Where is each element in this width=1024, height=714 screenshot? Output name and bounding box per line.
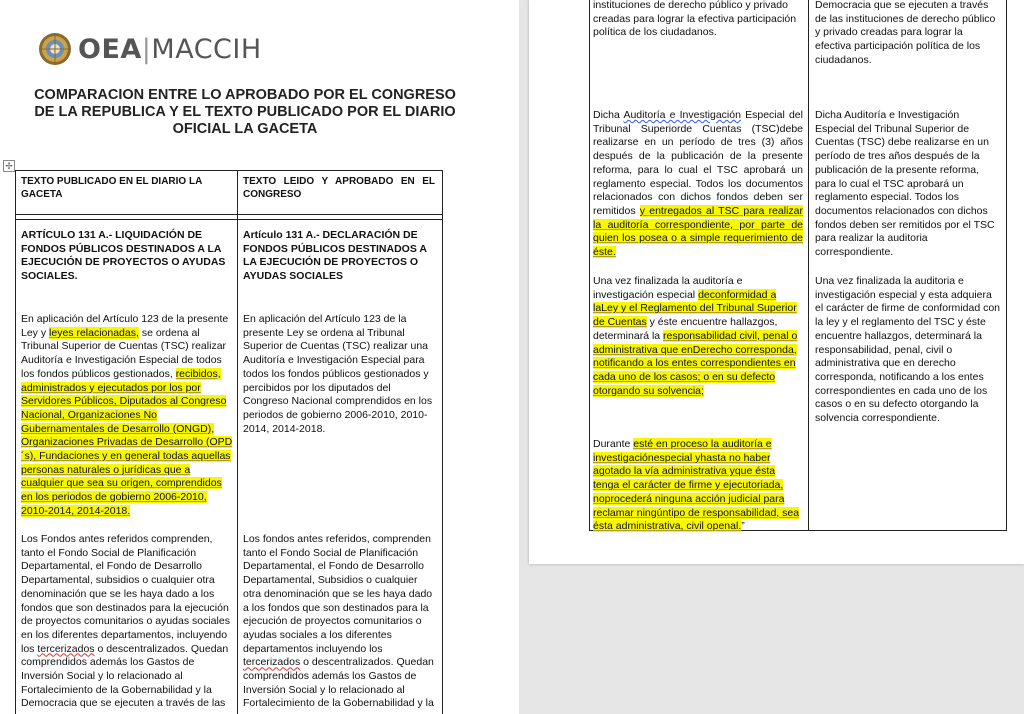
right-col2-paragraph-1: Dicha Auditoría e Investigación Especial del Tribunal Superior de Cuentas (TSC) debe realizarse en un período de tres años después de la publicación de la presente reforma, para lo cual el TSC aprobará un reglamento especial. Todos los documentos relacionados con dichos fondos deben ser remitidos por el TSC para realizar la auditoria correspondiente. [815, 109, 995, 259]
document-title: COMPARACION ENTRE LO APROBADO POR EL CONGRESO DE LA REPUBLICA Y EL TEXTO PUBLICADO POR EL DIARIO OFICIAL LA GACETA [34, 87, 456, 137]
comparison-table [15, 170, 443, 714]
logo [38, 30, 262, 68]
page-gutter [519, 0, 529, 714]
col1-paragraph-2: Los Fondos antes referidos comprenden, tanto el Fondo Social de Planificación Departamental, el Fondo de Desarrollo Departamental, subsidios o cualquier otra denominación que se les haya dado a los fondos que son destinados para la ejecución de proyectos comunitarios o ayudas sociales en los diferentes departamentos, incluyendo los tercerizados o descentralizados. Quedan comprendidos además los Gastos de Inversión Social y lo relacionado al Fortalecimiento de la Gobernabilidad y la Democracia que se ejecuten a través de las [21, 533, 230, 710]
right-col2-paragraph-2: Una vez finalizada la auditoria e investigación especial y esta adquiera el carácter de firme de conformidad con la ley y el reglamento del TSC y éste encuentre hallazgos, determinará la responsabilidad, penal, civil o administrativa que en derecho corresponda, notificando a los entes correspondientes en cada uno de los casos o en su defecto otorgando la solvencia correspondiente. [815, 275, 1001, 425]
col2-article-title: Artículo 131 A.- DECLARACIÓN DE FONDOS PÚBLICOS DESTINADOS A LA EJECUCIÓN DE PROYECTOS O AYUDAS SOCIALES [243, 229, 427, 282]
right-col1-paragraph-3: Durante esté en proceso la auditoría e investigaciónespecial yhasta no haber agotado la vía administrativa yque ésta tenga el carácter de firme y ejecutoriada, noprocederá ninguna acción judicial para reclamar ningúntipo de responsabilidad, sea ésta administrativa, civil openal.” [593, 438, 800, 533]
col1-article-title: ARTÍCULO 131 A.- LIQUIDACIÓN DE FONDOS PÚBLICOS DESTINADOS A LA EJECUCIÓN DE PROYECTOS O AYUDAS SOCIALES. [21, 229, 226, 282]
document-page-right [529, 0, 1024, 564]
col2-paragraph-1: En aplicación del Artículo 123 de la presente Ley se ordena al Tribunal Superior de Cuentas (TSC) realizar una Auditoría e Investigación Especial para todos los fondos públicos gestionados y percibidos por los diputados del Congreso Nacional comprendidos en los periodos de gobierno 2006-2010, 2010-2014, 2014-2018. [243, 313, 433, 435]
table-move-handle-icon[interactable]: ✢ [3, 160, 15, 172]
right-col1-paragraph-1: Dicha Auditoría e Investigación Especial del Tribunal Superiorde Cuentas (TSC)debe realizarse en un período de tres (3) años después de la publicación de la presente reforma, para lo cual el TSC aprobará un reglamento especial. Todos los documentos relacionados con dichos fondos deben ser remitidos y entregados al TSC para realizar la auditoría correspondiente, por parte de quien los posea o a simple requerimiento de éste. [593, 109, 803, 259]
right-col1-paragraph-0: instituciones de derecho público y privado creadas para lograr la efectiva participación política de los ciudadanos. [593, 0, 797, 39]
logo-text: OEA|MACCIH [78, 33, 262, 65]
oas-seal-icon [38, 32, 72, 66]
right-col1-paragraph-2: Una vez finalizada la auditoría e investigación especial deconformidad a laLey y el Reglamento del Tribunal Superior de Cuentas y éste encuentre hallazgos, determinará la responsabilidad civil, penal o administrativa que enDerecho corresponda, notificando a los entes correspondientes en cada uno de los casos; o en su defecto otorgando su solvencia; [593, 275, 798, 397]
col1-paragraph-1: En aplicación del Artículo 123 de la presente Ley y leyes relacionadas, se ordena al Tribunal Superior de Cuentas (TSC) realizar Auditoría e Investigación Especial de todos los fondos públicos gestionados, recibidos, administrados y ejecutados por los por Servidores Públicos, Diputados al Congreso Nacional, Organizaciones No Gubernamentales de Desarrollo (ONGD), Organizaciones Privadas de Desarrollo (OPD´s), Fundaciones y en general todas aquellas personas naturales o jurídicas que a cualquier que sea su origen, comprendidos en los periodos de gobierno 2006-2010, 2010-2014, 2014-2018. [21, 313, 233, 517]
right-col2-paragraph-0: Democracia que se ejecuten a través de las instituciones de derecho público y privado creadas para lograr la efectiva participación política de los ciudadanos. [815, 0, 996, 66]
col1-header: TEXTO PUBLICADO EN EL DIARIO LA GACETA [21, 176, 202, 200]
col2-paragraph-2: Los fondos antes referidos, comprenden tanto el Fondo Social de Planificación Departamental, el Fondo de Desarrollo Departamental, Subsidios o cualquier otra denominación que se les haya dado a los fondos que son destinados para la ejecución de proyectos comunitarios o ayudas sociales a los diferentes departamentos incluyendo los tercerizados o descentralizados. Quedan comprendidos además los Gastos de Inversión Social y lo relacionado al Fortalecimiento de la Gobernabilidad y la [243, 533, 434, 710]
col2-header: TEXTO LEIDO Y APROBADO EN EL CONGRESO [243, 176, 435, 200]
